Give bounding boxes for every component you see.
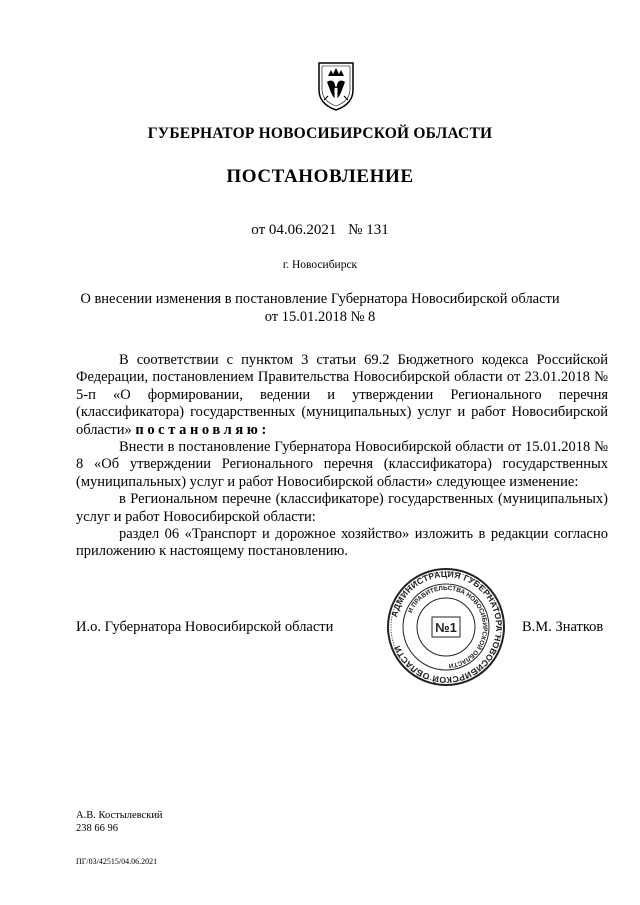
executor-info	[76, 809, 163, 835]
document-number: № 131	[348, 222, 389, 238]
document-body	[76, 352, 608, 561]
body-paragraph-2: Внести в постановление Губернатора Новосибирской области от 15.01.2018 № 8 «Об утверждении Регионального перечня (классификатора) государственных (муниципальных) услуг и работ Новосибирской области» следующее изменение:	[76, 439, 608, 490]
subject-line-2: от 15.01.2018 № 8	[264, 309, 376, 325]
official-stamp	[385, 566, 507, 688]
organization-title: ГУБЕРНАТОР НОВОСИБИРСКОЙ ОБЛАСТИ	[147, 125, 493, 142]
document-date: 04.06.2021	[268, 222, 337, 238]
stamp-inner-text: И ПРАВИТЕЛЬСТВА НОВОСИБИРСКОЙ ОБЛАСТИ	[406, 584, 489, 669]
document-type-title: ПОСТАНОВЛЕНИЕ	[226, 166, 414, 187]
body-paragraph-1-text: В соответствии с пунктом 3 статьи 69.2 Бюджетного кодекса Российской Федерации, постановлением Правительства Новосибирской области от 23.01.2018 № 5-п «О формировании, ведении и утверждении Регионального перечня (классификатора) государственных (муниципальных) услуг и работ Новосибирской области»	[76, 352, 608, 438]
body-paragraph-1	[76, 352, 608, 439]
body-paragraph-4: раздел 06 «Транспорт и дорожное хозяйство» изложить в редакции согласно приложению к настоящему постановлению.	[76, 526, 608, 560]
stamp-number: №1	[435, 620, 457, 635]
signatory-name: В.М. Знатков	[522, 619, 604, 635]
subject-line-1: О внесении изменения в постановление Губернатора Новосибирской области	[80, 291, 560, 307]
body-paragraph-3: в Региональном перечне (классификаторе) государственных (муниципальных) услуг и работ Новосибирской области:	[76, 491, 608, 525]
executor-name: А.В. Костылевский	[76, 810, 163, 821]
coat-of-arms-icon	[316, 60, 356, 112]
document-code: ПГ/03/42515/04.06.2021	[76, 857, 158, 866]
stamp-outer-text: АДМИНИСТРАЦИЯ ГУБЕРНАТОРА НОВОСИБИРСКОЙ ОБЛАСТИ	[389, 568, 505, 686]
signatory-position: И.о. Губернатора Новосибирской области	[76, 619, 334, 635]
date-number-line	[0, 222, 640, 239]
document-subject	[0, 290, 640, 326]
executor-phone: 238 66 96	[76, 823, 118, 834]
decree-keyword-colon: :	[261, 421, 267, 438]
date-prefix: от	[251, 222, 266, 238]
decree-keyword: постановляю	[135, 421, 262, 438]
city-label: г. Новосибирск	[282, 259, 358, 271]
